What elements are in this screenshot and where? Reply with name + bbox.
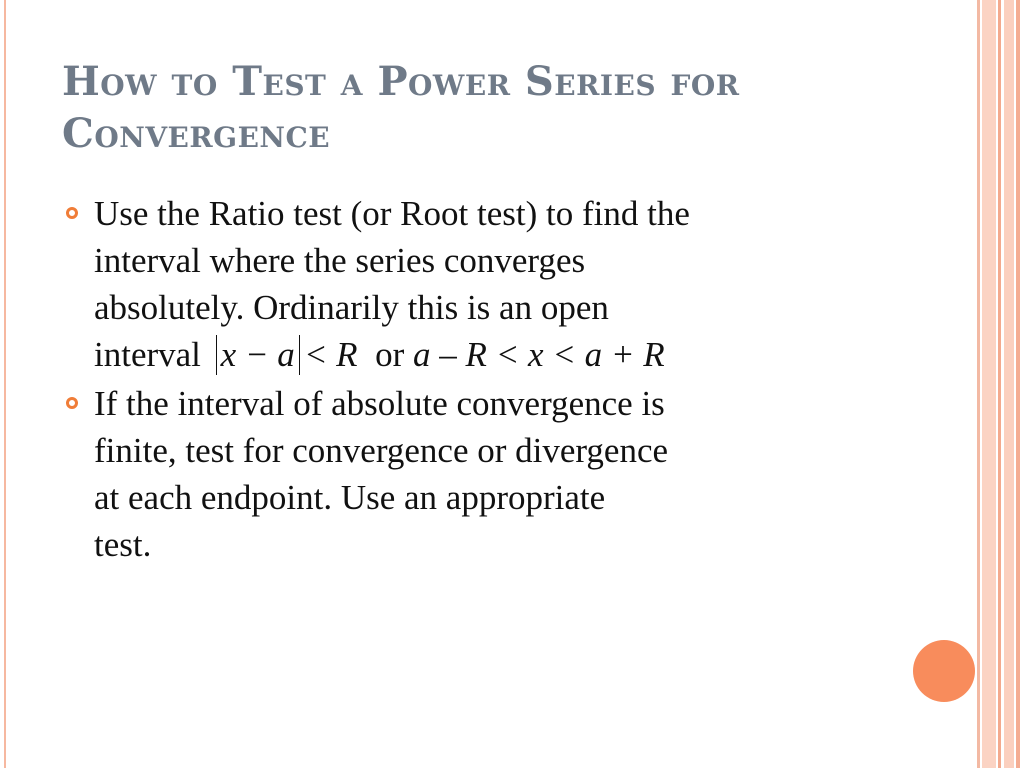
bullet-list (64, 190, 904, 570)
decorative-stripe (998, 0, 1001, 768)
decorative-stripe (977, 0, 980, 768)
bullet-line: Use the Ratio test (or Root test) to find the (94, 194, 690, 233)
left-border-rule (4, 0, 6, 768)
decorative-circle (913, 640, 975, 702)
decorative-stripe (1004, 0, 1014, 768)
bullet-line: absolutely. Ordinarily this is an open (94, 288, 609, 327)
bullet-line: If the interval of absolute convergence is (94, 384, 665, 423)
title-line-2: Convergence (62, 110, 331, 157)
bullet-item (64, 380, 904, 568)
absolute-value-expression (216, 335, 300, 375)
decorative-stripe (1016, 0, 1020, 768)
bullet-line: interval (94, 335, 201, 374)
abs-inner: x − a (220, 335, 295, 374)
bullet-circle-icon (66, 207, 78, 219)
decorative-stripe (982, 0, 996, 768)
bullet-line: test. (94, 525, 152, 564)
bullet-line: at each endpoint. Use an appropriate (94, 478, 606, 517)
range-expression: a – R < x < a + R (412, 335, 665, 374)
or-word: or (375, 335, 405, 374)
title-line-1: How to Test a Power Series for (62, 58, 740, 105)
bullet-circle-icon (66, 397, 78, 409)
bullet-item (64, 190, 904, 378)
slide-title (62, 56, 942, 160)
bullet-line: finite, test for convergence or divergence (94, 431, 669, 470)
inequality-rhs: < R (303, 335, 358, 374)
bullet-line: interval where the series converges (94, 241, 586, 280)
